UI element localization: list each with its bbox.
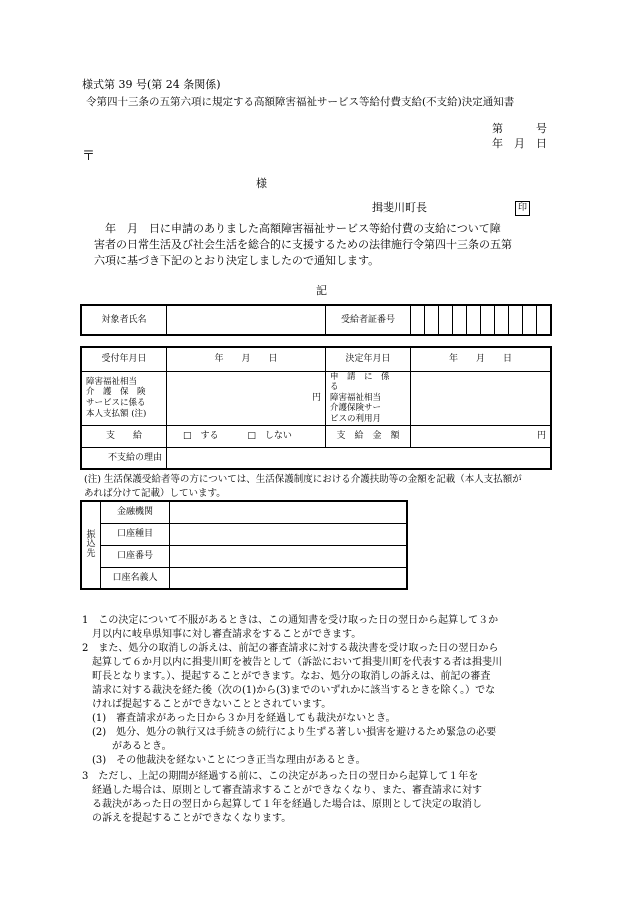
bank-name-label: 金融機関 — [101, 501, 170, 523]
subject-table — [80, 304, 552, 336]
request-month-value — [411, 371, 552, 425]
note-line: ければ提起することができないこととされています。 — [82, 699, 332, 710]
received-date-value: 年 月 日 — [167, 347, 326, 371]
note-line: 1 この決定について不服があるときは、この通知書を受け取った日の翌日から起算して３か — [82, 615, 499, 626]
decision-date-label: 決定年月日 — [326, 347, 411, 371]
note-line: の訴えを提起することができなくなります。 — [82, 813, 292, 824]
bank-name-value — [170, 501, 408, 523]
note-line: (1) 審査請求があった日から３か月を経過しても裁決がないとき。 — [82, 713, 396, 724]
issue-date: 年 月 日 — [492, 137, 547, 150]
payment-options — [167, 425, 326, 447]
amount-value: 円 — [411, 425, 552, 447]
note-line: 起算して６か月以内に揖斐川町を被告として（訴訟において揖斐川町を代表する者は揖斐川 — [82, 657, 502, 668]
subject-name-field — [167, 305, 326, 335]
cert-number-grid — [411, 305, 552, 335]
document-title: 令第四十三条の五第六項に規定する高額障害福祉サービス等給付費支給(不支給)決定通知書 — [86, 96, 515, 108]
sender-name: 揖斐川町長 — [372, 201, 427, 214]
account-holder-value — [170, 567, 408, 589]
reason-value — [167, 447, 552, 469]
document-number: 第 号 — [492, 122, 547, 135]
cert-number-label: 受給者証番号 — [326, 305, 411, 335]
recipient-suffix: 様 — [256, 177, 267, 190]
body-line-3: 六項に基づき下記のとおり決定しましたので通知します。 — [94, 254, 380, 267]
bank-side-label: 振込先 — [81, 501, 101, 589]
bank-table — [80, 500, 408, 590]
footnote-line-1: (注) 生活保護受給者等の方については、生活保護制度における介護扶助等の金額を記載（本人支払額が — [84, 474, 522, 485]
note-line: 2 また、処分の取消しの訴えは、前記の審査請求に対する裁決書を受け取った日の翌日から — [82, 643, 499, 654]
footnote-line-2: あれば分けて記載）しています。 — [84, 488, 226, 499]
reason-label: 不支給の理由 — [81, 447, 167, 469]
note-line: 町長となります。）、提起することができます。なお、処分の取消しの訴えは、前記の審査 — [82, 671, 491, 682]
note-line: 月以内に岐阜県知事に対し審査請求をすることができます。 — [82, 629, 362, 640]
note-line: 請求に対する裁決を経た後（次の(1)から(3)までのいずれかに該当するときを除く。）でな — [82, 685, 496, 696]
note-line: 3 ただし、上記の期間が経過する前に、この決定があった日の翌日から起算して１年を — [82, 771, 479, 782]
note-line: る裁決があった日の翌日から起算して１年を経過した場合は、原則として決定の取消し — [82, 799, 482, 810]
note-line: があるとき。 — [82, 741, 172, 752]
decision-table — [80, 346, 552, 470]
received-date-label: 受付年月日 — [81, 347, 167, 371]
option-yes[interactable]: □ する — [183, 431, 219, 442]
account-type-label: 口座種目 — [101, 523, 170, 545]
note-line: (3) その他裁決を経ないことにつき正当な理由があるとき。 — [82, 755, 366, 766]
account-number-label: 口座番号 — [101, 545, 170, 567]
account-number-value — [170, 545, 408, 567]
body-line-2: 害者の日常生活及び社会生活を総合的に支援するための法律施行令第四十三条の五第 — [94, 238, 512, 251]
seal-mark: 印 — [515, 201, 530, 216]
postal-mark: 〒 — [82, 149, 96, 164]
account-holder-label: 口座名義人 — [101, 567, 170, 589]
decision-date-value: 年 月 日 — [411, 347, 552, 371]
form-number: 様式第 39 号(第 24 条関係) — [82, 78, 221, 91]
burden-label: 障害福祉相当 介 護 保 険 サービスに係る 本人支払額 (注) — [81, 371, 167, 425]
ki-heading: 記 — [316, 284, 327, 297]
note-line: (2) 処分、処分の執行又は手続きの続行により生ずる著しい損害を避けるため緊急の必要 — [82, 727, 497, 738]
option-no[interactable]: □ しない — [247, 431, 292, 442]
account-type-value — [170, 523, 408, 545]
amount-label: 支 給 金 額 — [326, 425, 411, 447]
body-line-1: 年 月 日に申請のありました高額障害福祉サービス等給付費の支給について障 — [94, 222, 501, 235]
note-line: 経過した場合は、原則として審査請求することができなくなり、また、審査請求に対す — [82, 785, 482, 796]
payment-label: 支 給 — [81, 425, 167, 447]
request-month-label: 申 請 に 係 る 障害福祉相当 介護保険サー ビスの利用月 — [326, 371, 411, 425]
burden-amount: 円 — [167, 371, 326, 425]
subject-name-label: 対象者氏名 — [81, 305, 167, 335]
